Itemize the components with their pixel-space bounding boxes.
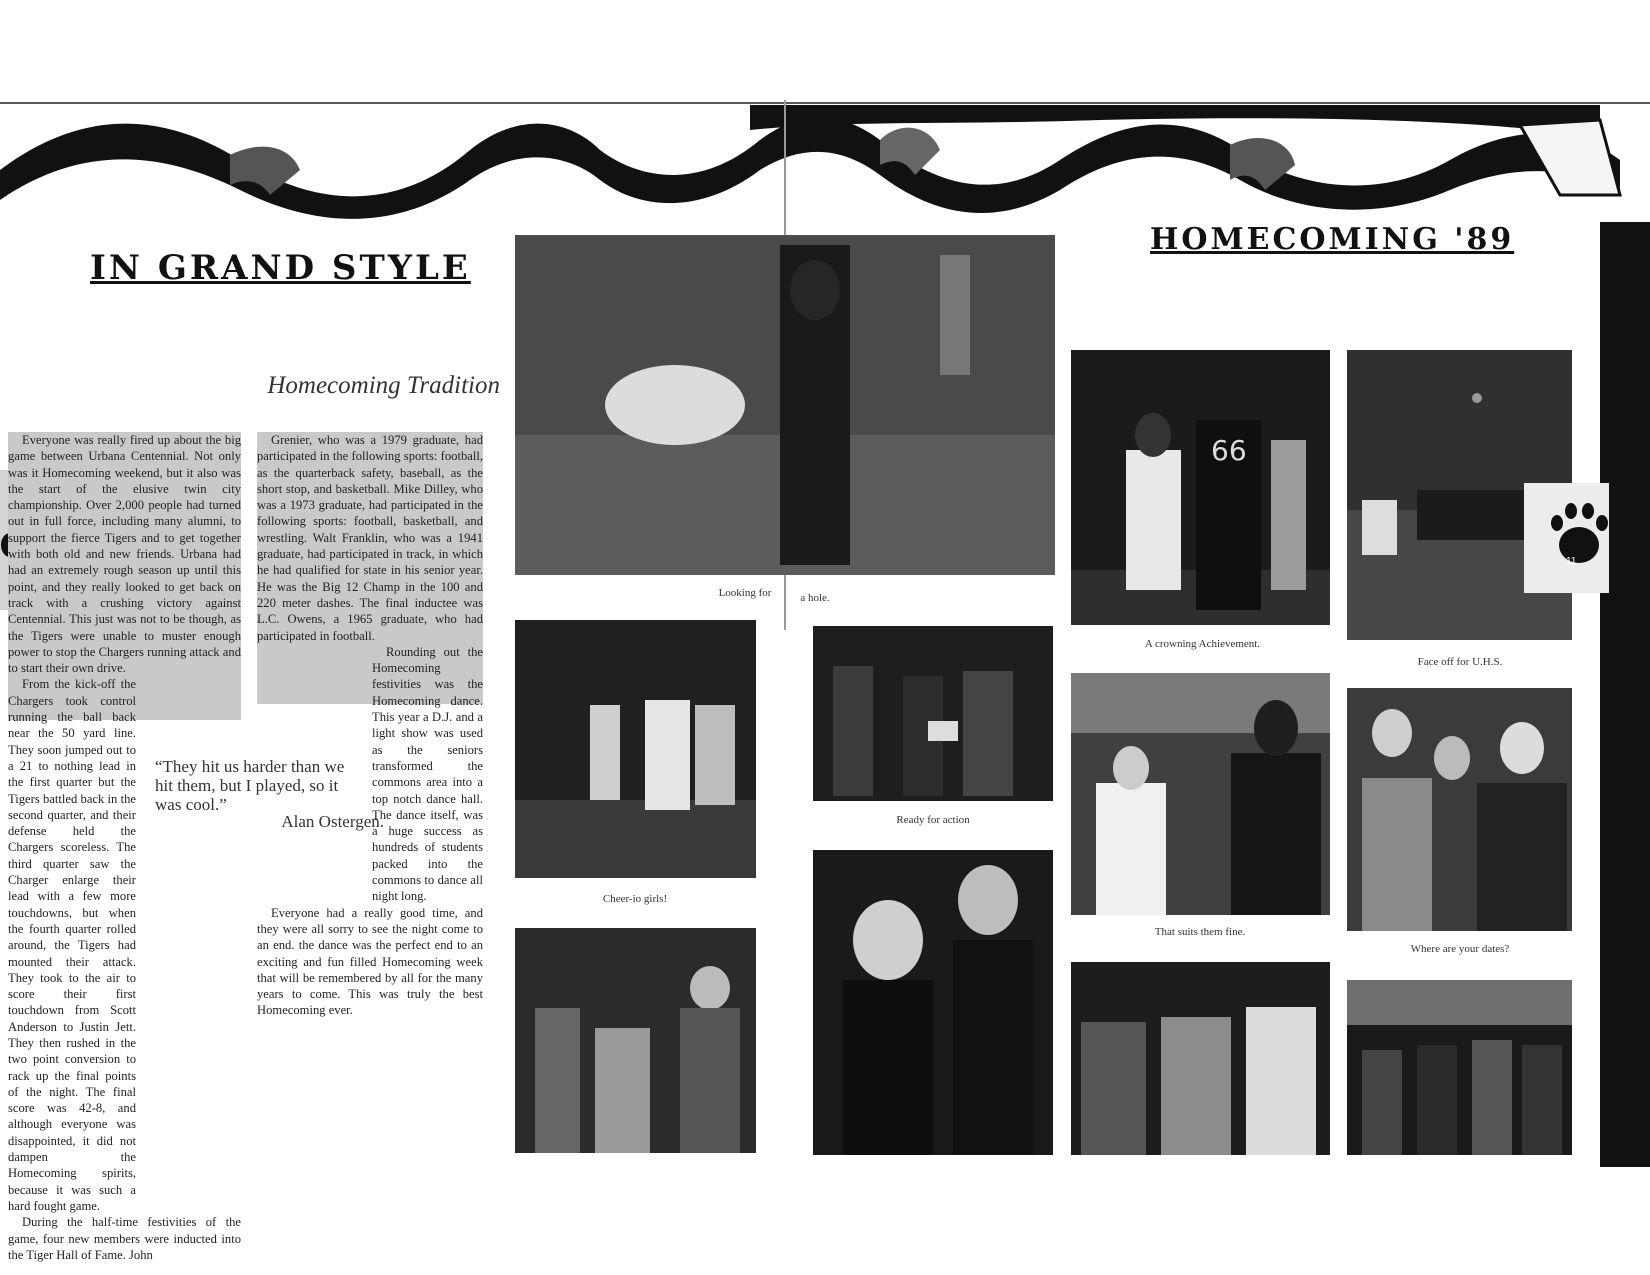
article-paragraph: Grenier, who was a 1979 graduate, had participated in the following sports: football, as the quarterback safety, baseball, as the short stop, and basketball. Mike Dilley, who was a 1973 graduate, had participated in the following sports: football, basketball, and wrestling. Walt Franklin, who was a 1941 graduate, had participated in track, in which he had qualified for state in his senior year. He was the Big 12 Champ in the 100 and 220 meter dashes. The final inductee was L.C. Owens, a 1965 graduate, who had participated in football. (257, 433, 483, 643)
article-paragraph: From the kick-off the Chargers took control running the ball back near the 50 yard line. They soon jumped out to a 21 to nothing lead in the first quarter but the Tigers battled back in the second quarter, and their defense held the Chargers scoreless. The third quarter saw the Charger enlarge their lead with a few more touchdowns, but when the fourth quarter rolled around, the Tigers had mounted their attack. They took to the air to score their first touchdown from Scott Anderson to Justin Jett. They then rushed in the two point conversion to rack up the final points of the night. The final score was 42-8, and although everyone was disappointed, it did not dampen the Homecoming spirits, because it was such a hard fought game. (8, 677, 136, 1213)
photo-dance-crowd (1347, 980, 1572, 1155)
article-paragraph: Rounding out the Homecoming festivities was the Homecoming dance. This year a D.J. and a light show was used as the seniors transformed the commons area into a top notch dance hall. The dance itself, was a huge success as hundreds of students packed into the commons to dance all night long. (372, 644, 483, 904)
article-subtitle: Homecoming Tradition (267, 372, 500, 399)
caption-faceoff: Face off for U.H.S. (1417, 656, 1503, 668)
article-paragraph: Everyone had a really good time, and they were all sorry to see the night come to an end. the dance was the perfect end to an exciting and fun filled Homecoming week that will be remembered by all for the many years to come. This was truly the best Homecoming ever. (257, 905, 483, 1018)
paw-tab-right (1524, 483, 1609, 593)
left-page-title: IN GRAND STYLE (90, 248, 471, 288)
photo-dance-left (515, 928, 756, 1153)
quote-author: Alan Ostergen. (281, 812, 384, 831)
photo-dates (1347, 688, 1572, 931)
pull-quote: “They hit us harder than we hit them, but I played, so it was cool.” (155, 757, 345, 814)
photo-football-runner (515, 235, 1055, 575)
paw-print-icon (1524, 483, 1609, 593)
caption-dates: Where are your dates? (1410, 943, 1510, 955)
caption-cheerio: Cheer-io girls! (602, 893, 668, 905)
caption-ready: Ready for action (896, 814, 970, 826)
article-column-2 (257, 432, 483, 1018)
caption-crowning: A crowning Achievement. (1144, 638, 1261, 650)
photo-suits (1071, 673, 1330, 915)
photo-dancing-girls (813, 850, 1053, 1155)
article-paragraph: During the half-time festivities of the game, four new members were inducted into the Tiger Hall of Fame. John (8, 1215, 241, 1262)
svg-text:66: 66 (1211, 434, 1247, 467)
ribbon-banner (0, 100, 1650, 230)
photo-dance-group (1071, 962, 1330, 1155)
photo-cheerleaders (515, 620, 756, 878)
caption-looking-for: Looking for (718, 587, 772, 599)
photo-homecoming-court (1071, 350, 1330, 625)
caption-a-hole: a hole. (800, 592, 830, 604)
black-side-bar (1600, 222, 1650, 1167)
photo-players-sideline (813, 626, 1053, 801)
article-paragraph: Everyone was really fired up about the big game between Urbana Centennial. Not only was it Homecoming weekend, but it also was the start of the elusive twin city championship. Over 2,000 people had turned out in full force, including many alumni, to support the fierce Tigers and to get together with both old and new friends. Urbana had had an extremely rough season up until this point, and they really looked to get back on track with a crushing victory against Centennial. This just was not to be though, as the Tigers were unable to muster enough power to stop the Chargers running attack and to start their own drive. (8, 433, 241, 676)
caption-suits: That suits them fine. (1154, 926, 1246, 938)
page-number: 11 (1566, 556, 1577, 567)
right-page-title: HOMECOMING '89 (1150, 222, 1515, 257)
